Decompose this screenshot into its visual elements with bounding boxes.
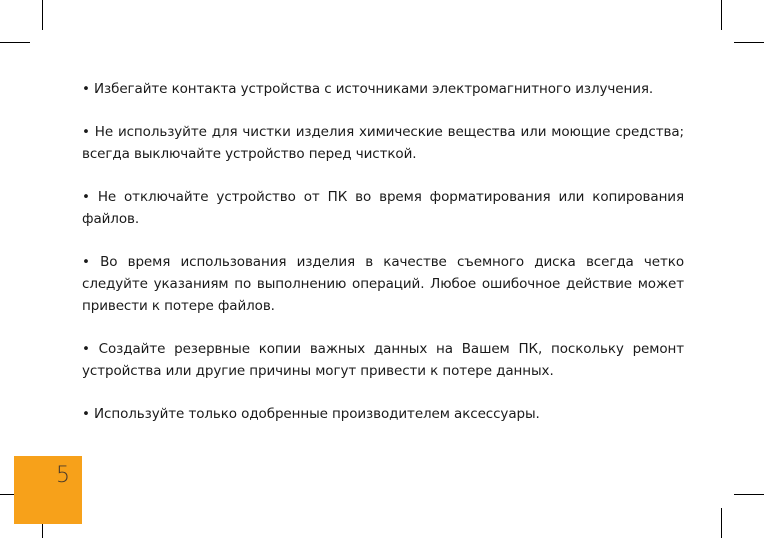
- instruction-paragraph: • Создайте резервные копии важных данных на Вашем ПК, поскольку ремонт устройства или другие причины могут привести к потере данных.: [82, 341, 684, 379]
- instruction-paragraph: • Не используйте для чистки изделия химические вещества или моющие средства; всегда выключайте устройство перед чисткой.: [82, 124, 684, 162]
- crop-mark-top-right-horizontal: [734, 42, 764, 43]
- crop-mark-top-left-vertical: [42, 0, 43, 30]
- safety-instructions: [82, 78, 684, 446]
- crop-mark-bottom-right-vertical: [721, 508, 722, 538]
- page-number: 5: [56, 463, 70, 488]
- crop-mark-top-right-vertical: [721, 0, 722, 30]
- instruction-paragraph: • Избегайте контакта устройства с источниками электромагнитного излучения.: [82, 81, 654, 97]
- crop-mark-bottom-right-horizontal: [734, 494, 764, 495]
- instruction-paragraph: • Используйте только одобренные производителем аксессуары.: [82, 406, 540, 422]
- instruction-paragraph: • Во время использования изделия в качестве съемного диска всегда четко следуйте указаниям по выполнению операций. Любое ошибочное действие может привести к потере файлов.: [82, 254, 684, 314]
- crop-mark-top-left-horizontal: [0, 42, 30, 43]
- instruction-paragraph: • Не отключайте устройство от ПК во время форматирования или копирования файлов.: [82, 189, 684, 227]
- page-number-tab: [14, 456, 82, 524]
